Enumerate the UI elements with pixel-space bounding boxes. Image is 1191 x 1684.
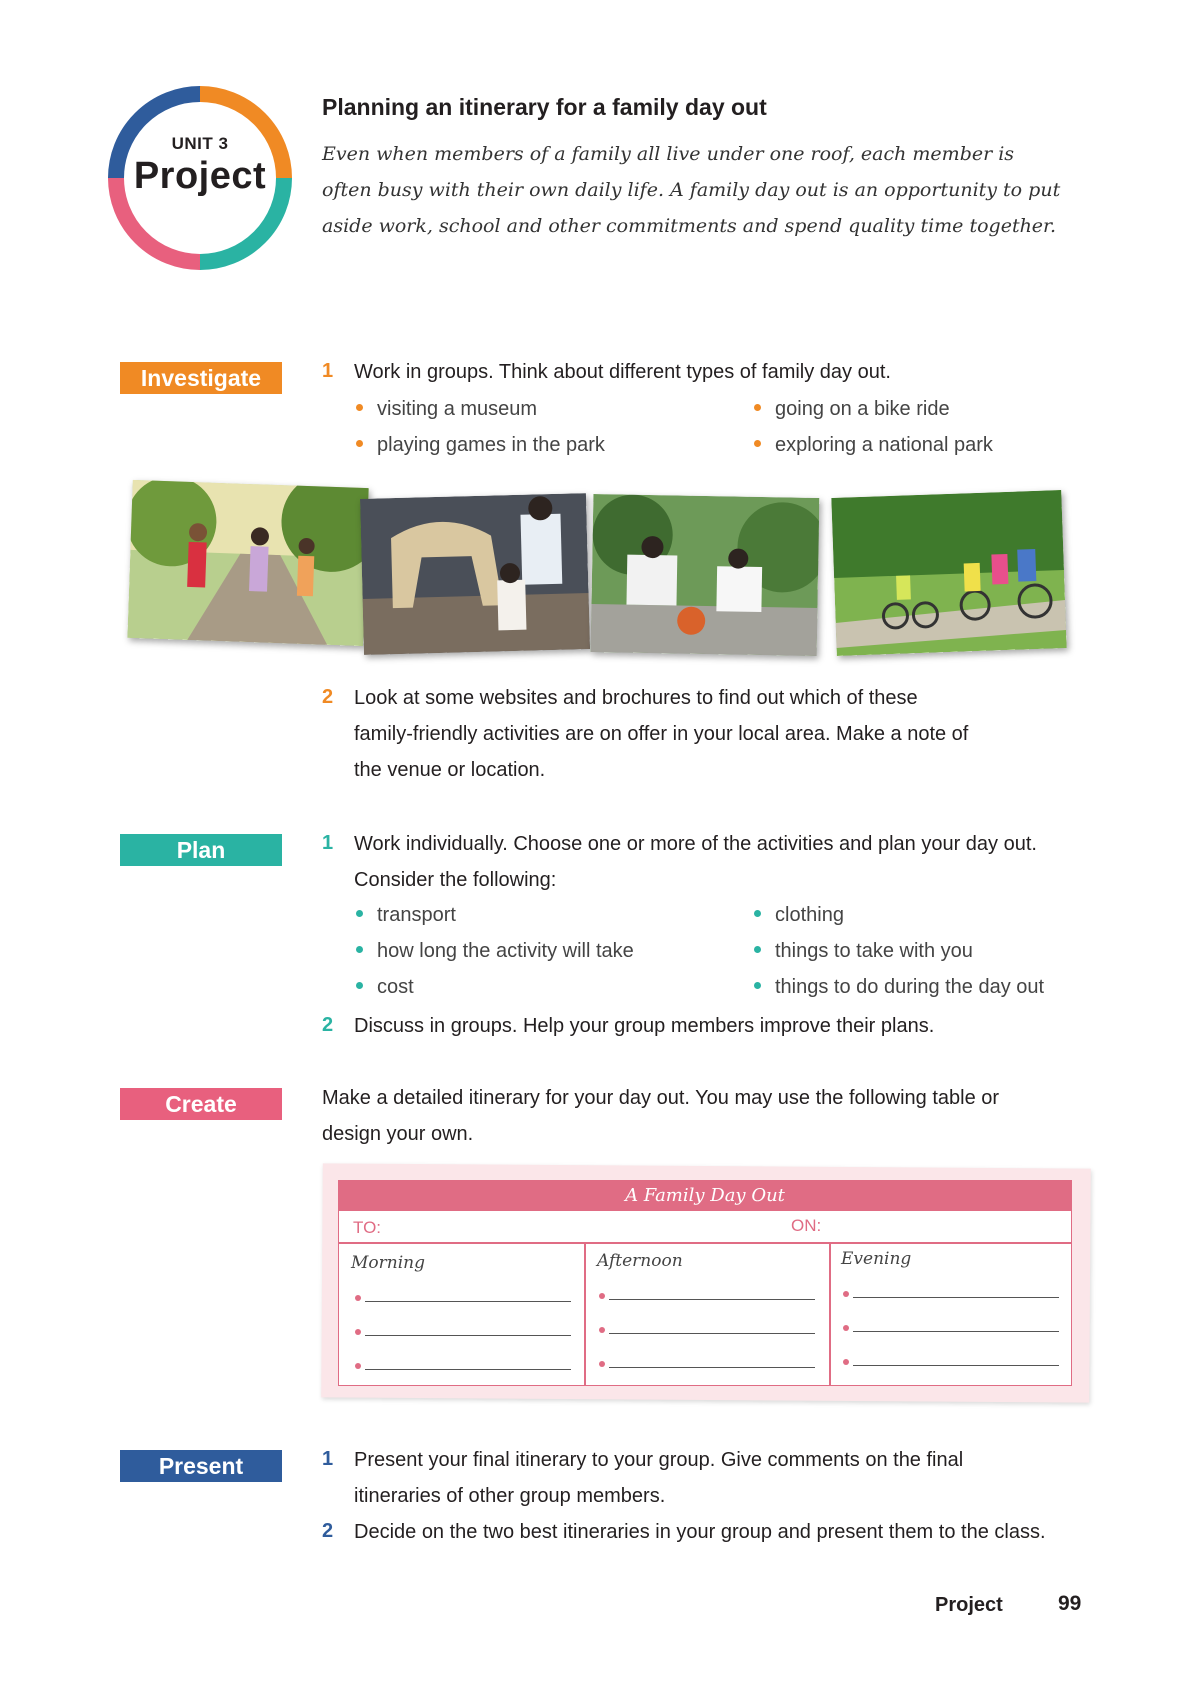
- investigate-bullet: visiting a museum: [356, 398, 537, 421]
- investigate-bullet: exploring a national park: [754, 434, 993, 457]
- bullet-icon: [843, 1291, 849, 1297]
- plan-bullet: cost: [356, 976, 414, 999]
- itinerary-on-label: ON:: [791, 1216, 822, 1235]
- write-line[interactable]: [609, 1333, 815, 1334]
- plan-bullet: clothing: [754, 904, 844, 927]
- investigate-num-1: 1: [322, 360, 334, 382]
- itinerary-divider: [339, 1242, 1071, 1244]
- present-item-1-line-1: Present your final itinerary to your group. Give comments on the final: [354, 1449, 964, 1471]
- investigate-item-2-line-3: the venue or location.: [354, 759, 546, 781]
- bullet-icon: [843, 1359, 849, 1365]
- bullet-icon: [599, 1327, 605, 1333]
- column-morning: Morning: [351, 1253, 425, 1273]
- page-number: 99: [1058, 1592, 1082, 1615]
- write-line[interactable]: [853, 1331, 1059, 1332]
- investigate-bullet: playing games in the park: [356, 434, 605, 457]
- plan-item-2: Discuss in groups. Help your group members improve their plans.: [354, 1015, 935, 1037]
- itinerary-divider: [829, 1243, 831, 1385]
- present-tag: Present: [120, 1450, 282, 1482]
- bullet-icon: [355, 1363, 361, 1369]
- write-line[interactable]: [365, 1369, 571, 1370]
- page-title: Planning an itinerary for a family day out: [322, 94, 767, 120]
- itinerary-to-label: TO:: [353, 1218, 382, 1237]
- present-num-1: 1: [322, 1448, 334, 1470]
- write-line[interactable]: [609, 1299, 815, 1300]
- itinerary-table: [338, 1180, 1072, 1386]
- investigate-num-2: 2: [322, 686, 334, 708]
- plan-bullet: transport: [356, 904, 456, 927]
- investigate-item-1: Work in groups. Think about different types of family day out.: [354, 361, 891, 383]
- plan-bullet: things to do during the day out: [754, 976, 1044, 999]
- itinerary-title: A Family Day Out: [339, 1181, 1071, 1211]
- investigate-item-2-line-2: family-friendly activities are on offer in your local area. Make a note of: [354, 723, 969, 745]
- create-line-2: design your own.: [322, 1123, 474, 1145]
- column-afternoon: Afternoon: [597, 1251, 683, 1271]
- bullet-icon: [355, 1295, 361, 1301]
- plan-item-1-line-1: Work individually. Choose one or more of the activities and plan your day out.: [354, 833, 1037, 855]
- investigate-tag: Investigate: [120, 362, 282, 394]
- photo-jogging: [127, 480, 368, 646]
- present-item-2: Decide on the two best itineraries in your group and present them to the class.: [354, 1521, 1046, 1543]
- column-evening: Evening: [841, 1249, 912, 1269]
- present-num-2: 2: [322, 1520, 334, 1542]
- unit-title: Project: [133, 155, 267, 197]
- bullet-icon: [355, 1329, 361, 1335]
- write-line[interactable]: [853, 1297, 1059, 1298]
- plan-bullet: how long the activity will take: [356, 940, 634, 963]
- photo-basketball: [591, 494, 820, 656]
- unit-label: UNIT 3: [171, 134, 229, 153]
- write-line[interactable]: [853, 1365, 1059, 1366]
- intro-paragraph: Even when members of a family all live under one roof, each member is often busy with their own daily life. A family day out is an opportunity to put aside work, school and other commitments and spend quality time together.: [322, 143, 1061, 237]
- investigate-item-2-line-1: Look at some websites and brochures to find out which of these: [354, 687, 918, 709]
- plan-item-1-line-2: Consider the following:: [354, 869, 557, 891]
- footer-section-label: Project: [935, 1594, 1003, 1616]
- plan-num-1: 1: [322, 832, 334, 854]
- investigate-bullet: going on a bike ride: [754, 398, 950, 421]
- plan-tag: Plan: [120, 834, 282, 866]
- bullet-icon: [599, 1293, 605, 1299]
- create-line-1: Make a detailed itinerary for your day out. You may use the following table or: [322, 1087, 1000, 1109]
- bullet-icon: [599, 1361, 605, 1367]
- photo-cycling: [831, 490, 1066, 656]
- photo-museum: [360, 493, 590, 655]
- create-tag: Create: [120, 1088, 282, 1120]
- write-line[interactable]: [365, 1335, 571, 1336]
- present-item-1-line-2: itineraries of other group members.: [354, 1485, 666, 1507]
- itinerary-divider: [584, 1243, 586, 1385]
- plan-bullet: things to take with you: [754, 940, 973, 963]
- write-line[interactable]: [365, 1301, 571, 1302]
- plan-num-2: 2: [322, 1014, 334, 1036]
- write-line[interactable]: [609, 1367, 815, 1368]
- bullet-icon: [843, 1325, 849, 1331]
